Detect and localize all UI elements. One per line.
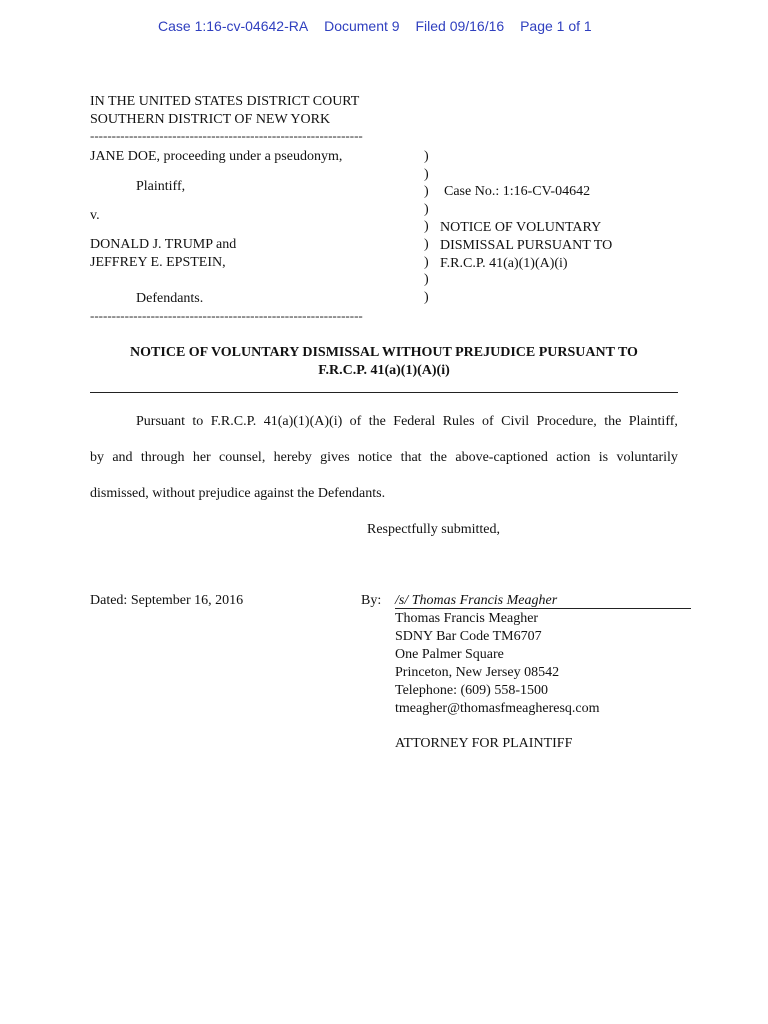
body-word: of [349,414,362,429]
court-name: IN THE UNITED STATES DISTRICT COURT [90,94,360,109]
document-title-line1: NOTICE OF VOLUNTARY DISMISSAL WITHOUT PREJUDICE PURSUANT TO [130,345,638,360]
caption-paren: ) [424,236,429,252]
caption-paren: ) [424,166,429,182]
court-district: SOUTHERN DISTRICT OF NEW YORK [90,112,331,127]
caption-top-divider: --------------------------------------------------------------- [90,128,363,143]
defendant-two: JEFFREY E. EPSTEIN, [90,255,226,270]
body-word: is [598,450,609,465]
body-word: her [192,450,211,465]
bar-code: SDNY Bar Code TM6707 [395,629,542,644]
dated-line: Dated: September 16, 2016 [90,593,244,608]
defendant-role: Defendants. [136,291,204,306]
address-line1: One Palmer Square [395,647,504,662]
ecf-header [158,18,592,34]
by-label: By: [361,593,382,608]
body-word: Federal [393,414,436,429]
notice-caption-line3: F.R.C.P. 41(a)(1)(A)(i) [440,256,568,271]
body-word: 41(a)(1)(A)(i) [263,414,343,429]
email: tmeagher@thomasfmeagheresq.com [395,701,600,716]
defendant-one: DONALD J. TRUMP and [90,237,237,252]
body-word: the [368,414,386,429]
body-word: F.R.C.P. [210,414,257,429]
body-word: counsel, [219,450,266,465]
body-word: the [429,450,448,465]
notice-caption-line1: NOTICE OF VOLUNTARY [440,220,602,235]
caption-paren: ) [424,289,429,305]
body-word: by [90,450,104,465]
body-word: through [140,450,185,465]
body-word: of [482,414,494,429]
case-number: Case No.: 1:16-CV-04642 [444,184,591,199]
body-word: action [556,450,591,465]
ecf-page-count: Page 1 of 1 [520,18,592,34]
body-word: hereby [273,450,312,465]
attorney-role: ATTORNEY FOR PLAINTIFF [395,736,573,751]
signature-line [395,608,691,609]
body-word: Pursuant [136,414,185,429]
ecf-case-number: Case 1:16-cv-04642-RA [158,18,309,34]
body-word: Procedure, [536,414,597,429]
plaintiff-name: JANE DOE, proceeding under a pseudonym, [90,149,343,164]
caption-bracket [424,148,429,306]
electronic-signature: /s/ Thomas Francis Meagher [395,593,558,608]
caption-bottom-divider: --------------------------------------------------------------- [90,308,363,323]
body-word: Rules [442,414,475,429]
caption-paren: ) [424,201,429,217]
versus: v. [90,208,100,223]
body-word: that [400,450,422,465]
ecf-filed-date: Filed 09/16/16 [415,18,505,34]
closing: Respectfully submitted, [367,522,500,537]
body-line-1 [90,413,678,431]
title-rule [90,392,678,393]
body-word: to [192,414,204,429]
body-line-2 [90,449,678,467]
ecf-document-number: Document 9 [324,18,400,34]
telephone: Telephone: (609) 558-1500 [395,683,548,698]
caption-paren: ) [424,254,429,270]
caption-paren: ) [424,272,429,288]
body-word: and [112,450,133,465]
attorney-name: Thomas Francis Meagher [395,611,539,626]
address-line2: Princeton, New Jersey 08542 [395,665,560,680]
body-word: voluntarily [616,450,678,465]
caption-paren: ) [424,149,429,164]
body-word: above-captioned [455,450,548,465]
caption-paren: ) [424,184,429,200]
body-word: Civil [501,414,530,429]
document-title-line2: F.R.C.P. 41(a)(1)(A)(i) [318,363,450,378]
plaintiff-role: Plaintiff, [136,179,186,194]
body-word: the [604,414,622,429]
body-word: notice [358,450,393,465]
notice-caption-line2: DISMISSAL PURSUANT TO [440,238,613,253]
caption-paren: ) [424,219,429,235]
body-line-3: dismissed, without prejudice against the Defendants. [90,486,386,501]
body-word: gives [320,450,350,465]
body-word: Plaintiff, [628,414,678,429]
